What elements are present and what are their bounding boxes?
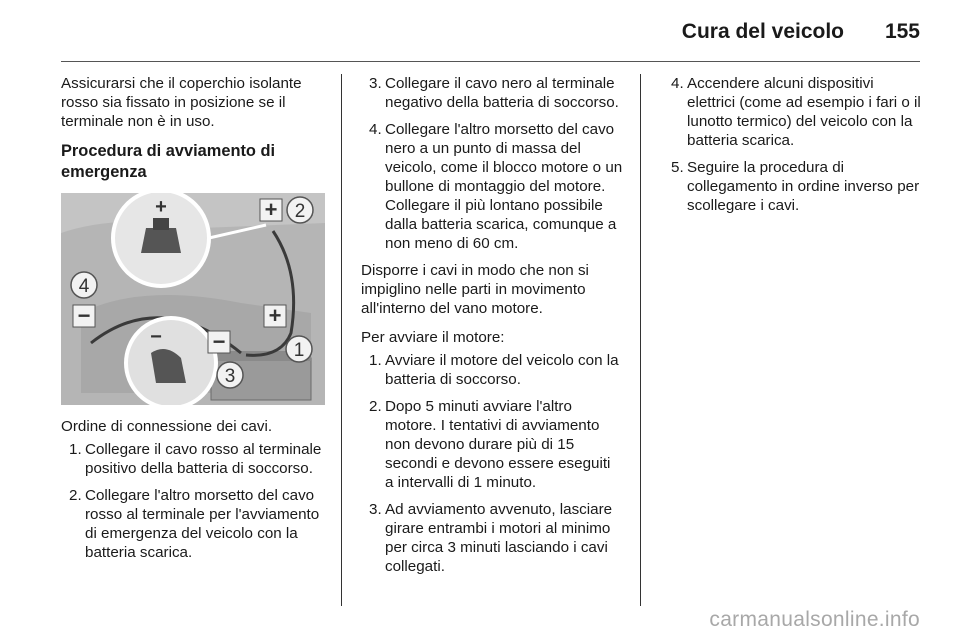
- page-header: [0, 0, 960, 62]
- section-title: Cura del veicolo: [681, 20, 844, 43]
- order-intro: Ordine di connessione dei cavi.: [61, 418, 273, 435]
- svg-text:+: +: [268, 303, 282, 328]
- column-2: [361, 74, 623, 584]
- svg-text:4: 4: [78, 276, 90, 297]
- list-item: 3. Collegare il cavo nero al terminale negativo della batteria di soccorso.: [369, 75, 619, 111]
- list-item: 5. Seguire la procedura di collegamento in ordine inverso per scollegare i cavi.: [671, 159, 920, 214]
- callout-1: [286, 336, 312, 362]
- watermark: carmanualsonline.info: [709, 608, 920, 631]
- connection-steps-list: [61, 440, 325, 562]
- column-divider-2: [640, 74, 641, 606]
- svg-text:−: −: [212, 329, 226, 354]
- list-item: 2. Dopo 5 minuti avviare l'altro motore. I tentativi di avviamento non devono durare più di 15 secondi e devono essere eseguiti a intervalli di 1 minuto.: [369, 398, 611, 491]
- column-divider-1: [341, 74, 342, 606]
- svg-text:−: −: [77, 303, 91, 328]
- start-steps-list: [361, 351, 623, 576]
- list-item: 2. Collegare l'altro morsetto del cavo rosso al terminale per l'avviamento di emergenza del veicolo con la batteria scarica.: [69, 487, 320, 561]
- column-3: [663, 74, 925, 223]
- list-item: 4. Accendere alcuni dispositivi elettrici (come ad esempio i fari o il lunotto termico) del veicolo con la batteria scarica.: [671, 75, 921, 149]
- callout-2: [287, 197, 313, 223]
- jump-start-illustration: [61, 193, 325, 405]
- jump-start-diagram: [61, 193, 325, 405]
- page-number: 155: [884, 20, 920, 43]
- list-item: 4. Collegare l'altro morsetto del cavo nero a un punto di massa del veicolo, come il blocco motore o un bullone di montaggio del motore. Collegare il più lontano possibile dalla batteria scarica, comunque a non meno di 60 cm.: [369, 121, 623, 252]
- svg-text:+: +: [155, 196, 167, 218]
- svg-text:+: +: [264, 197, 278, 222]
- list-item: 1. Collegare il cavo rosso al terminale positivo della batteria di soccorso.: [69, 441, 322, 477]
- start-engine-intro: Per avviare il motore:: [361, 329, 505, 346]
- svg-text:1: 1: [293, 340, 305, 361]
- final-steps-list: [663, 74, 925, 215]
- column-1: [61, 74, 325, 570]
- list-item: 1. Avviare il motore del veicolo con la batteria di soccorso.: [369, 352, 619, 388]
- intro-paragraph: Assicurarsi che il coperchio isolante rosso sia fissato in posizione se il terminale non è in uso.: [61, 75, 302, 130]
- svg-text:3: 3: [224, 366, 236, 387]
- connection-steps-list-continued: [361, 74, 623, 253]
- header-divider: [61, 61, 920, 62]
- cable-routing-paragraph: Disporre i cavi in modo che non si impiglino nelle parti in movimento all'interno del vano motore.: [361, 262, 589, 317]
- list-item: 3. Ad avviamento avvenuto, lasciare girare entrambi i motori al minimo per circa 3 minuti lasciando i cavi collegati.: [369, 501, 613, 575]
- svg-text:2: 2: [294, 201, 306, 222]
- section-heading: Procedura di avviamento di emergenza: [61, 142, 276, 181]
- svg-text:−: −: [150, 326, 162, 348]
- callout-3: [217, 362, 243, 388]
- callout-4: [71, 272, 97, 298]
